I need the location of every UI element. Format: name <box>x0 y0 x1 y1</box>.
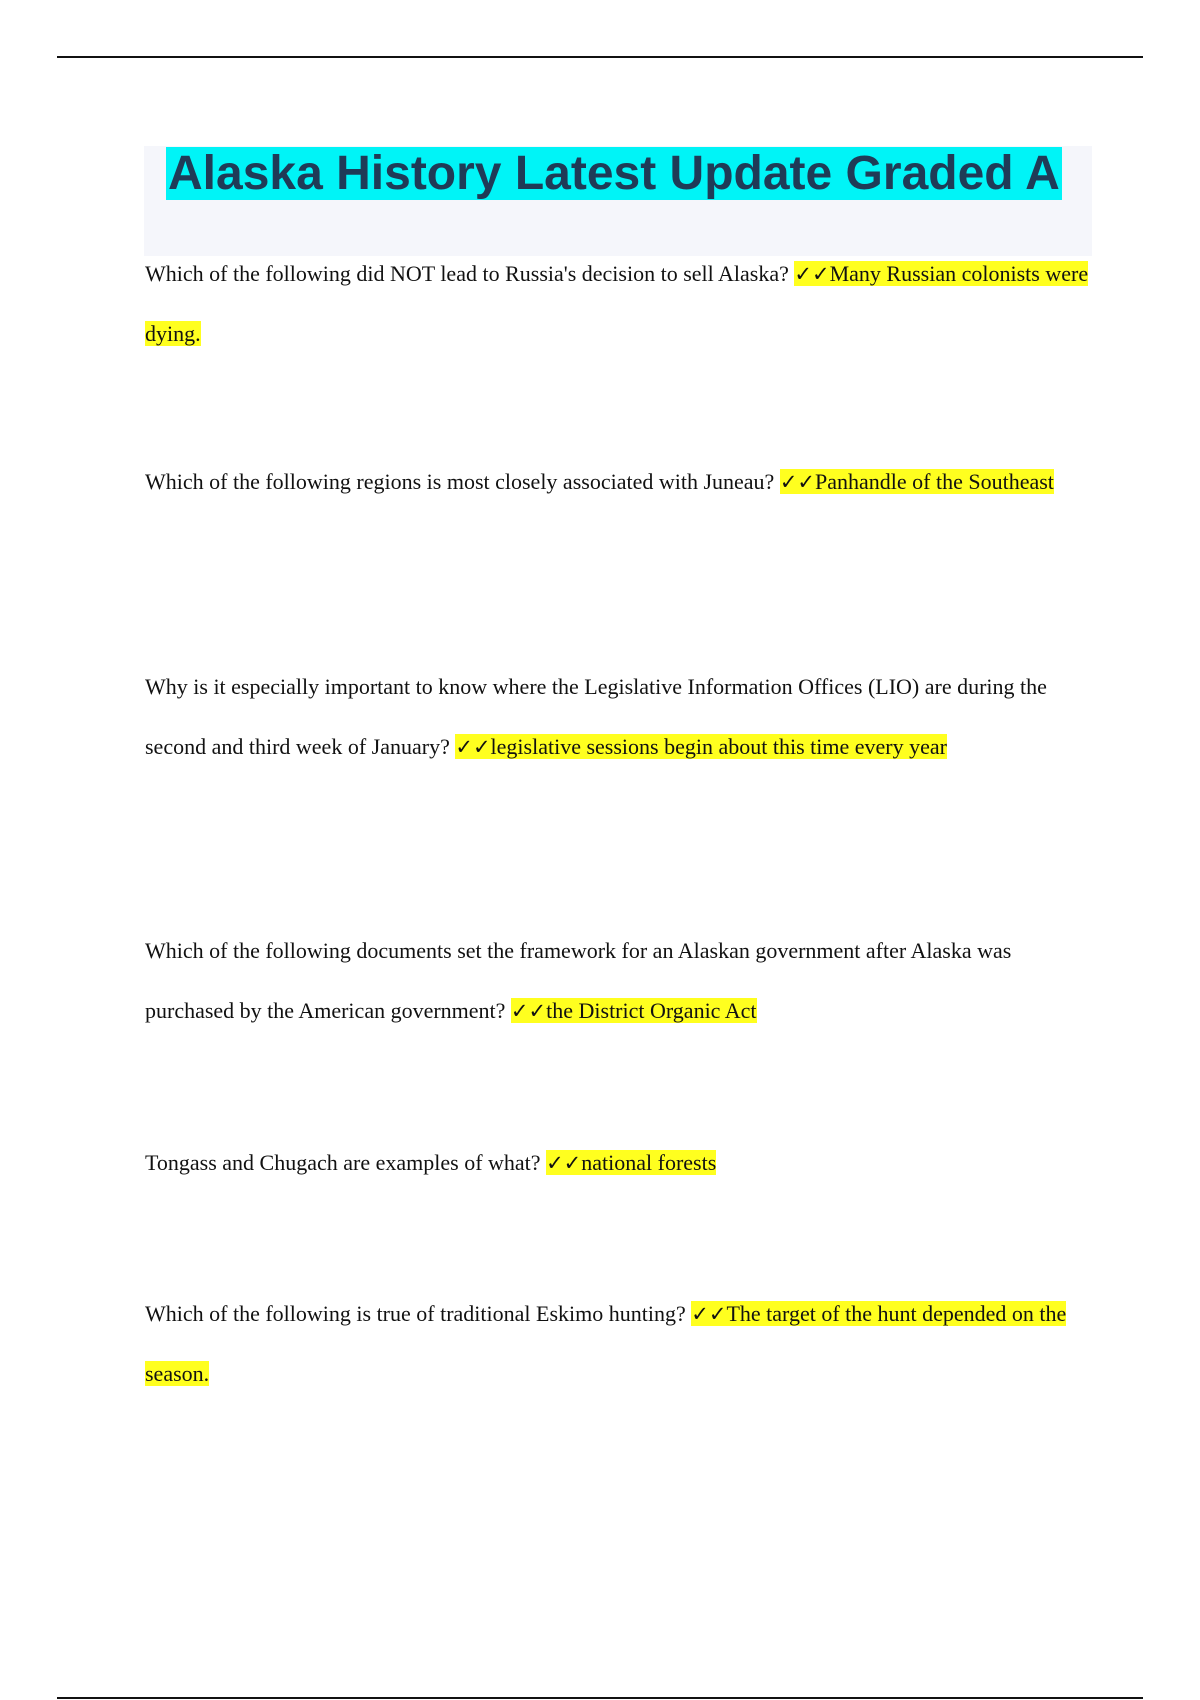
answer-highlight <box>511 998 757 1023</box>
double-check-icon: ✓✓ <box>510 999 547 1023</box>
double-check-icon: ✓✓ <box>546 1151 582 1175</box>
double-check-icon: ✓✓ <box>691 1302 727 1326</box>
document-title <box>166 147 1062 201</box>
answer-highlight <box>780 469 1054 494</box>
title-highlight: Alaska History Latest Update Graded A <box>168 147 1060 200</box>
answer-text: Many Russian colonists were dying. <box>145 261 1089 346</box>
double-check-icon: ✓✓ <box>779 470 816 494</box>
answer-text: national forests <box>581 1150 717 1175</box>
question-text: Which of the following is true of traditional Eskimo hunting? <box>145 1301 686 1326</box>
answer-text: the District Organic Act <box>546 998 757 1023</box>
answer-text: The target of the hunt depended on the season. <box>145 1301 1067 1386</box>
answer-text: Panhandle of the Southeast <box>815 469 1054 494</box>
answer-highlight <box>455 734 947 759</box>
qa-item-1 <box>145 244 1090 364</box>
double-check-icon: ✓✓ <box>455 735 491 759</box>
qa-item-4 <box>145 921 1090 1041</box>
bottom-rule <box>57 1697 1143 1699</box>
top-rule <box>57 56 1143 58</box>
question-text: Which of the following documents set the framework for an Alaskan government after Alaska was purchased by the American government? <box>145 938 1012 1023</box>
question-text: Why is it especially important to know where the Legislative Information Offices (LIO) are during the second and third week of January? <box>145 674 1047 759</box>
answer-highlight <box>546 1150 716 1175</box>
qa-item-2 <box>145 452 1090 512</box>
qa-item-3 <box>145 657 1090 777</box>
qa-item-6 <box>145 1284 1090 1404</box>
question-text: Which of the following regions is most closely associated with Juneau? <box>145 469 775 494</box>
question-text: Which of the following did NOT lead to Russia's decision to sell Alaska? <box>145 261 789 286</box>
double-check-icon: ✓✓ <box>794 262 830 286</box>
question-text: Tongass and Chugach are examples of what? <box>145 1150 541 1175</box>
answer-text: legislative sessions begin about this time every year <box>490 734 947 759</box>
qa-item-5 <box>145 1133 1090 1193</box>
